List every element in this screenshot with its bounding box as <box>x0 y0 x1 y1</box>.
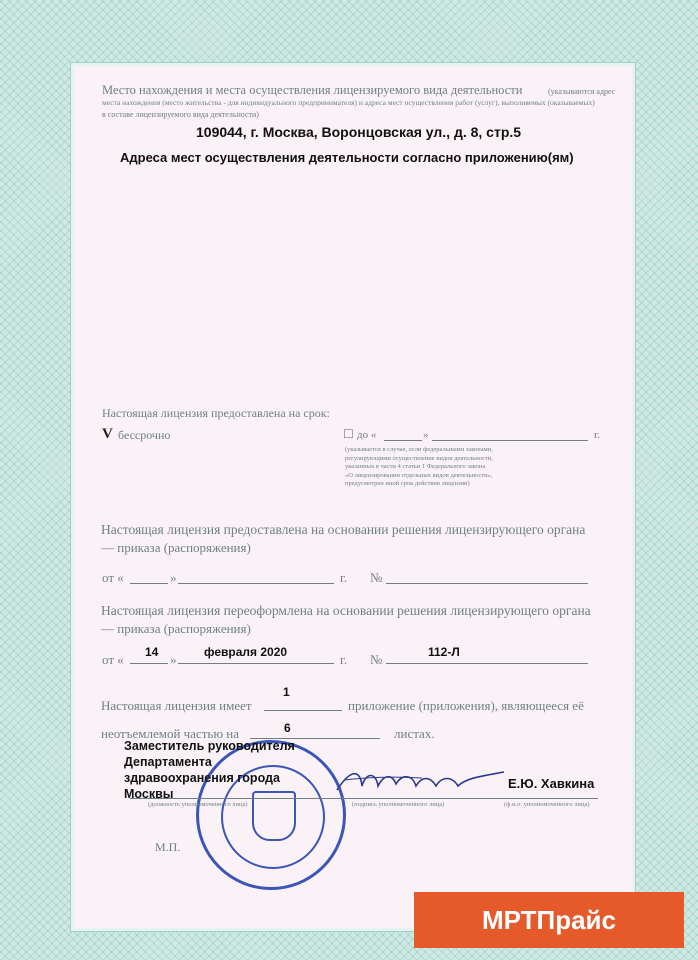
addresses-note: Адреса мест осуществления деятельности согласно приложению(ям) <box>120 150 574 165</box>
reissue-day-line <box>130 663 168 664</box>
term-title: Настоящая лицензия предоставлена на срок: <box>102 406 330 420</box>
header-line1: Место нахождения и места осуществления лицензируемого вида деятельности <box>102 83 523 97</box>
term-note: (указывается в случае, если федеральными законами, регулирующими осуществление видов деятельности, указанных в части 4 статьи 1 Федерального закона «О лицензировании отдельных видов деятельности», предусмотрен иной срок действия лицензии) <box>345 446 493 487</box>
until-year: г. <box>594 429 601 441</box>
appendix-text4: листах. <box>394 726 435 741</box>
reissue-text2: — приказа (распоряжения) <box>101 621 251 636</box>
until-date-line <box>432 440 588 441</box>
reissue-close: » <box>170 652 177 667</box>
reissue-month-year: февраля 2020 <box>204 645 288 659</box>
appendix-text1: Настоящая лицензия имеет <box>101 698 252 713</box>
signatory-position: Заместитель руководителя Департамента здравоохранения города Москвы <box>124 739 295 801</box>
basis-no: № <box>370 570 383 585</box>
basis-day-line <box>130 583 168 584</box>
reissue-no: № <box>370 652 383 667</box>
basis-close: » <box>170 570 177 585</box>
header-line1-note: (указываются адрес <box>548 87 616 96</box>
reissue-year: г. <box>340 652 348 667</box>
header-line2: места нахождения (место жительства - для индивидуального предпринимателя) и адреса мест осуществления работ (услуг), выполняемых (оказываемых) <box>102 98 595 107</box>
appendix-count-line <box>264 710 342 711</box>
caption-position: (должность уполномоченного лица) <box>148 801 248 808</box>
address: 109044, г. Москва, Воронцовская ул., д. 8, стр.5 <box>196 124 522 140</box>
reissue-number: 112-Л <box>428 645 460 659</box>
appendix-text2: приложение (приложения), являющееся её <box>348 698 584 713</box>
signature-icon <box>332 762 512 798</box>
basis-text2: — приказа (распоряжения) <box>101 540 251 555</box>
until-label: до « <box>357 429 377 441</box>
signatory-name: Е.Ю. Хавкина <box>508 776 595 791</box>
reissue-day: 14 <box>145 645 159 659</box>
term-unlimited: бессрочно <box>118 428 171 442</box>
appendix-count: 1 <box>283 685 290 699</box>
reissue-from: от « <box>102 652 124 667</box>
basis-text1: Настоящая лицензия предоставлена на основании решения лицензирующего органа <box>101 522 586 537</box>
until-checkbox: ☐ <box>343 427 354 441</box>
caption-name: (ф.и.о. уполномоченного лица) <box>504 801 590 808</box>
basis-date-line <box>178 583 334 584</box>
mp-label: М.П. <box>155 840 181 854</box>
appendix-sheets: 6 <box>284 721 291 735</box>
signature-line <box>130 798 598 799</box>
reissue-text1: Настоящая лицензия переоформлена на основании решения лицензирующего органа <box>101 603 591 618</box>
mrtprice-logo: МРТПрайс <box>414 892 684 948</box>
caption-signature: (подпись уполномоченного лица) <box>352 801 445 808</box>
until-close: » <box>423 429 429 441</box>
reissue-number-line <box>386 663 588 664</box>
until-day-line <box>384 440 422 441</box>
check-mark: V <box>102 426 113 442</box>
appendix-text3: неотъемлемой частью на <box>101 726 240 741</box>
reissue-date-line <box>178 663 334 664</box>
header-line3: в составе лицензируемого вида деятельности) <box>102 110 259 119</box>
basis-from: от « <box>102 570 124 585</box>
basis-year: г. <box>340 570 348 585</box>
basis-number-line <box>386 583 588 584</box>
